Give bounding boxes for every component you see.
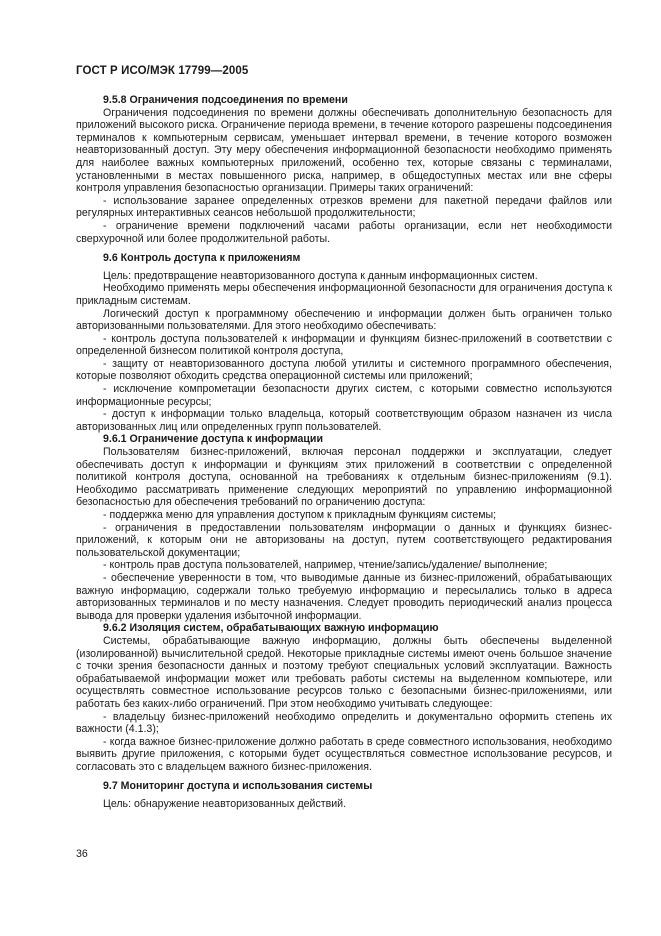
list-item: - владельцу бизнес-приложений необходимо определить и документально оформить степень их важности (4.1.3); [76, 710, 612, 736]
paragraph: Цель: предотвращение неавторизованного доступа к данным информационных систем. [103, 269, 538, 282]
section-heading: 9.6 Контроль доступа к приложениям [103, 252, 301, 265]
paragraph: Ограничения подсоединения по времени должны обеспечивать дополнительную безопасность для приложений высокого риска. Ограничение периода времени, в течение которого разрешены подсоединения терминалов к компьютерным сервисам, уменьшает интервал времени, в течение которого возможен неавторизованный доступ. Эту меру обеспечения информационной безопасности необходимо применять для наиболее важных компьютерных приложений, особенно тех, которые связаны с терминалами, установленными в местах повышенного риска, например, в общедоступных местах или вне сферы контроля управления безопасностью организации. Примеры таких ограничений: [76, 106, 612, 195]
document-body [76, 94, 612, 811]
list-item: - контроль прав доступа пользователей, например, чтение/запись/удаление/ выполнение; [103, 559, 548, 572]
list-item: - когда важное бизнес-приложение должно работать в среде совместного использования, необходимо выявить другие приложения, с которыми будет осуществляться совместное использование ресурсов, и согласовать это с владельцем важного бизнес-приложения. [76, 735, 612, 773]
list-item: - поддержка меню для управления доступом к прикладным функциям системы; [103, 509, 497, 521]
section-heading: 9.7 Мониторинг доступа и использования системы [103, 780, 373, 793]
list-item: - ограничение времени подключений часами работы организации, если нет необходимости сверхурочной или более продолжительной работы. [76, 219, 612, 245]
list-item: - защиту от неавторизованного доступа любой утилиты и системного программного обеспечения, которые позволяют обходить средства операционной системы или приложений; [76, 357, 612, 383]
document-header: ГОСТ Р ИСО/МЭК 17799—2005 [76, 65, 249, 77]
list-item: - контроль доступа пользователей к информации и функциям бизнес-приложений в соответствии с определенной бизнесом политикой контроля доступа, [76, 332, 612, 358]
page-number: 36 [76, 848, 88, 860]
list-item: - доступ к информации только владельца, который соответствующим образом назначен из числа авторизованных лиц или определенных групп пользователей. [76, 408, 612, 433]
paragraph: Пользователям бизнес-приложений, включая персонал поддержки и эксплуатации, следует обеспечивать доступ к информации и функциям этих приложений в соответствии с определенной политикой контроля доступа, основанной на требованиях к отдельным бизнес-приложениям (9.1). Необходимо рассматривать применение следующих мероприятий по управлению информационной безопасностью для обеспечения требований по ограничению доступа: [76, 446, 612, 509]
paragraph: Необходимо применять меры обеспечения информационной безопасности для ограничения доступа к прикладным системам. [76, 282, 612, 307]
section-heading: 9.6.1 Ограничение доступа к информации [103, 433, 323, 446]
paragraph: Логический доступ к программному обеспечению и информации должен быть ограничен только авторизованными пользователями. Для этого необходимо обеспечивать: [76, 307, 612, 333]
section-heading: 9.5.8 Ограничения подсоединения по времени [103, 94, 348, 106]
list-item: - обеспечение уверенности в том, что выводимые данные из бизнес-приложений, обрабатывающих важную информацию, содержали только требуемую информацию и пересылались только в адреса авторизованных терминалов и по месту назначения. Следует проводить периодический анализ процесса вывода для проверки удаления избыточной информации. [76, 571, 612, 622]
paragraph: Цель: обнаружение неавторизованных действий. [103, 798, 347, 811]
paragraph: Системы, обрабатывающие важную информацию, должны быть обеспечены выделенной (изолированной) вычислительной средой. Некоторые прикладные системы имеют очень большое значение с точки зрения безопасности данных и поэтому требуют специальных условий эксплуатации. Важность обрабатываемой информации может или требовать работы системы на выделенном компьютере, или осуществлять совместное использование ресурсов только с безопасными бизнес-приложениями, или работать без каких-либо ограничений. При этом необходимо учитывать следующее: [76, 634, 612, 710]
list-item: - использование заранее определенных отрезков времени для пакетной передачи файлов или регулярных интерактивных сеансов небольшой продолжительности; [76, 194, 612, 220]
list-item: - ограничения в предоставлении пользователям информации о данных и функциях бизнес-приложений, к которым они не авторизованы на доступ, путем соответствующего редактирования пользовательской документации; [76, 521, 612, 559]
section-heading: 9.6.2 Изоляция систем, обрабатывающих важную информацию [103, 622, 439, 635]
list-item: - исключение компрометации безопасности других систем, с которыми совместно используются информационные ресурсы; [76, 383, 612, 408]
